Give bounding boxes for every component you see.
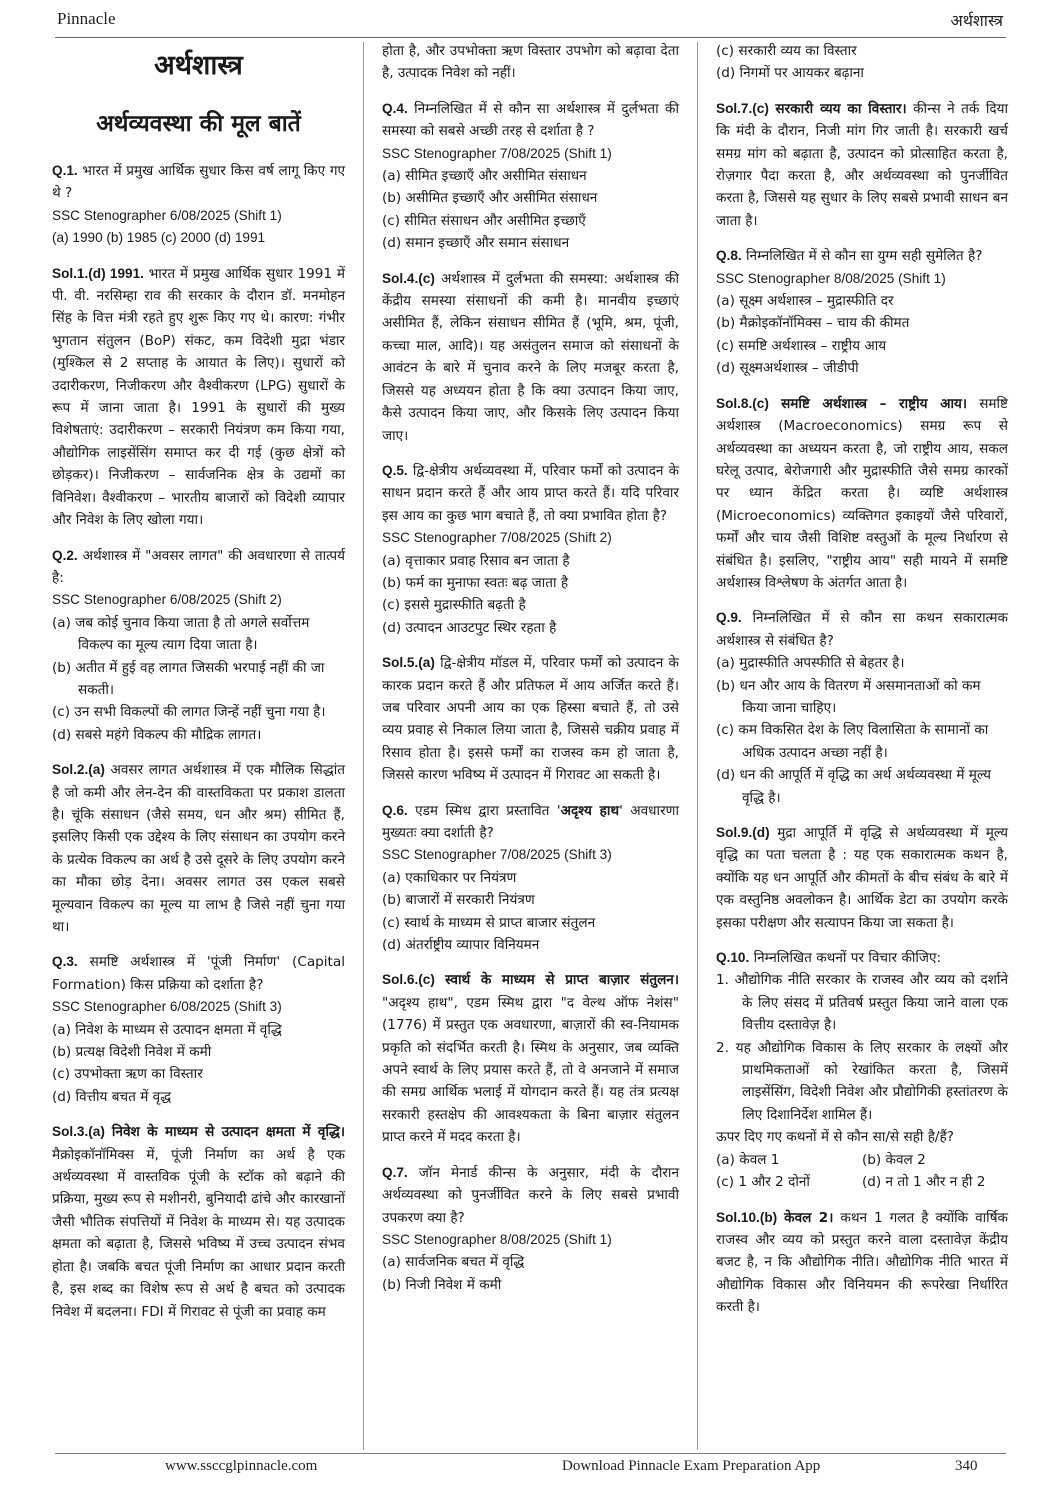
question-text: निम्नलिखित में से कौन सा कथन सकारात्मक अर्थशास्त्र से संबंधित है? bbox=[716, 610, 1008, 649]
solution-text: अवसर लागत अर्थशास्त्र में एक मौलिक सिद्धांत है जो कमी और लेन-देन की वास्तविकता पर प्रकाश डालता है। चूंकि संसाधन (जैसे समय, धन और श्रम) सीमित हैं, इसलिए किसी एक उद्देश्य के लिए संसाधन का उपयोग करने के प्रत्येक विकल्प का अर्थ है उसे दूसरे के लिए उपयोग करने का मौका छोड़ देना। अवसर लागत उस एकल सबसे मूल्यवान विकल्प का मूल्य या लाभ है जिसे नहीं चुना गया था। bbox=[52, 762, 345, 935]
solution-7 bbox=[716, 98, 1008, 232]
solution-3 bbox=[52, 1121, 345, 1323]
solution-label: Sol.6.(c) bbox=[382, 972, 435, 988]
question-7-continued bbox=[716, 40, 1008, 85]
column-divider bbox=[363, 42, 364, 1450]
solution-10 bbox=[716, 1207, 1008, 1319]
solution-text: कथन 1 गलत है क्योंकि वार्षिक राजस्व और व्यय को प्रस्तुत करने वाला दस्तावेज़ केंद्रीय बजट है, न कि औद्योगिक नीति। औद्योगिक नीति भारत में औद्योगिक विकास और विनियमन की रूपरेखा निर्धारित करती है। bbox=[716, 1209, 1008, 1316]
solution-text: समष्टि अर्थशास्त्र (Macroeconomics) समग्र रूप से अर्थव्यवस्था का अध्ययन करता है, जो राष्ट्रीय आय, सकल घरेलू उत्पाद, बेरोजगारी और मुद्रास्फीति जैसे समग्र कारकों पर ध्यान केंद्रित करता है। व्यष्टि अर्थशास्त्र (Microeconomics) व्यक्तिगत इकाइयों जैसे परिवारों, फर्मों और चाय जैसी विशिष्ट वस्तुओं के मूल्य निर्धारण से संबंधित है। इसलिए, "राष्ट्रीय आय" सही मायने में समष्टि अर्थशास्त्र विश्लेषण के अंतर्गत आता है। bbox=[716, 395, 1008, 591]
option-b: (b) धन और आय के वितरण में असमानताओं को कम किया जाना चाहिए। bbox=[716, 677, 981, 716]
solution-text: मुद्रा आपूर्ति में वृद्धि से अर्थव्यवस्था में मूल्य वृद्धि का पता चलता है : यह एक सकारात्मक कथन है, क्योंकि यह धन आपूर्ति और कीमतों के बीच संबंध के बारे में एक वस्तुनिष्ठ अवलोकन है। आर्थिक डेटा का उपयोग करके इसका परीक्षण और सत्यापन किया जा सकता है। bbox=[716, 825, 1008, 931]
question-number: Q.9. bbox=[716, 610, 742, 626]
question-4 bbox=[382, 98, 679, 255]
question-number: Q.4. bbox=[382, 100, 408, 116]
solution-answer: निवेश के माध्यम से उत्पादन क्षमता में वृद्धि। bbox=[111, 1124, 346, 1141]
question-text: ' अवधारणा मुख्यतः क्या दर्शाती है? bbox=[382, 802, 679, 841]
question-1 bbox=[52, 160, 345, 250]
option-a: (a) सीमित इच्छाएँ और असीमित संसाधन bbox=[382, 168, 587, 185]
solution-5 bbox=[382, 652, 679, 786]
option-d: (d) वित्तीय बचत में वृद्ध bbox=[52, 1088, 172, 1105]
question-keyword: अदृश्य हाथ bbox=[560, 802, 620, 819]
exam-source: SSC Stenographer 7/08/2025 (Shift 1) bbox=[382, 145, 612, 161]
solution-label: Sol.1.(d) 1991. bbox=[52, 265, 144, 281]
solution-text: मैक्रोइकॉनॉमिक्स में, पूंजी निर्माण का अर्थ है एक अर्थव्यवस्था में वास्तविक पूंजी के स्टॉक को बढ़ाने की प्रक्रिया, मुख्य रूप से मशीनरी, बुनियादी ढांचे और कारखानों जैसी भौतिक संपत्तियों में निवेश के माध्यम से। यह उत्पादक क्षमता को बढ़ाता है, जिससे भविष्य में उच्च उत्पादन संभव होता है। जबकि बचत पूंजी निर्माण का आधार प्रदान करती है, इस शब्द का विशेष रूप से अर्थ है बचत को उत्पादक निवेश में बदलना। FDI में गिरावट से पूंजी का प्रवाह कम bbox=[52, 1146, 345, 1320]
footer-divider bbox=[55, 1453, 1006, 1454]
question-text: द्वि-क्षेत्रीय अर्थव्यवस्था में, परिवार फर्मों को उत्पादन के साधन प्रदान करते हैं और आय प्राप्त करते हैं। यदि परिवार इस आय का कुछ भाग बचाते हैं, तो क्या प्रभावित होता है? bbox=[382, 462, 680, 524]
options-row-1 bbox=[716, 1149, 1008, 1171]
option-a: (a) वृत्ताकार प्रवाह रिसाव बन जाता है bbox=[382, 552, 570, 569]
solution-answer: स्वार्थ के माध्यम से प्राप्त बाज़ार संतुलन। bbox=[445, 972, 679, 989]
question-number: Q.8. bbox=[716, 248, 742, 264]
exam-source: SSC Stenographer 8/08/2025 (Shift 1) bbox=[716, 270, 946, 286]
column-divider bbox=[697, 42, 698, 1450]
option-b: (b) असीमित इच्छाएँ और असीमित संसाधन bbox=[382, 190, 598, 207]
solution-text: "अदृश्य हाथ", एडम स्मिथ द्वारा "द वेल्थ ऑफ नेशंस" (1776) में प्रस्तुत एक अवधारणा, बाज़ारों की स्व-नियामक प्रकृति को संदर्भित करती है। स्मिथ के अनुसार, जब व्यक्ति अपने स्वार्थ के लिए प्रयास करते हैं, तो वे अनजाने में समाज की समग्र आर्थिक भलाई में योगदान करते हैं। यह तंत्र प्रत्यक्ष सरकारी हस्तक्षेप की आवश्यकता के बिना बाज़ार संतुलन प्राप्त करने में मदद करता है। bbox=[382, 994, 679, 1146]
chapter-title: अर्थव्यवस्था की मूल बातें bbox=[96, 111, 301, 137]
question-text: एडम स्मिथ द्वारा प्रस्तावित ' bbox=[415, 802, 561, 819]
solution-text: कीन्स ने तर्क दिया कि मंदी के दौरान, निजी मांग गिर जाती है। सरकारी खर्च समग्र मांग को बढ़ाता है, उत्पादन को प्रोत्साहित करता है, रोज़गार पैदा करता है, और अर्थव्यवस्था को पुनर्जीवित करता है, जिससे यह सुधार के लिए सबसे प्रभावी साधन बन जाता है। bbox=[716, 100, 1008, 229]
option-b: (b) निजी निवेश में कमी bbox=[382, 1276, 502, 1293]
option-c: (c) समष्टि अर्थशास्त्र – राष्ट्रीय आय bbox=[716, 337, 887, 354]
page-title: अर्थशास्त्र bbox=[154, 50, 243, 81]
brand-name: Pinnacle bbox=[57, 9, 116, 28]
option-a: (a) एकाधिकार पर नियंत्रण bbox=[382, 869, 517, 886]
question-number: Q.3. bbox=[52, 954, 78, 970]
solution-answer: केवल 2। bbox=[784, 1209, 834, 1226]
option-c: (c) 1 और 2 दोनों bbox=[716, 1174, 810, 1191]
question-number: Q.1. bbox=[52, 163, 78, 178]
option-d: (d) निगमों पर आयकर बढ़ाना bbox=[716, 65, 864, 82]
question-text: समष्टि अर्थशास्त्र में 'पूंजी निर्माण' (Capital Formation) किस प्रक्रिया को दर्शाता है? bbox=[52, 954, 345, 993]
solution-3-continued: होता है, और उपभोक्ता ऋण विस्तार उपभोग को बढ़ावा देता है, उत्पादक निवेश को नहीं। bbox=[382, 43, 679, 82]
solution-label: Sol.9.(d) bbox=[716, 825, 770, 840]
question-7 bbox=[382, 1162, 679, 1296]
solution-6 bbox=[382, 969, 679, 1148]
option-b: (b) केवल 2 bbox=[862, 1151, 926, 1168]
option-a: (a) सूक्ष्म अर्थशास्त्र – मुद्रास्फीति दर bbox=[716, 293, 894, 310]
exam-source: SSC Stenographer 7/08/2025 (Shift 2) bbox=[382, 530, 612, 546]
question-10 bbox=[716, 947, 1008, 1193]
solution-answer: समष्टि अर्थशास्त्र – राष्ट्रीय आय। bbox=[781, 395, 968, 412]
solution-1 bbox=[52, 263, 345, 532]
question-2 bbox=[52, 545, 345, 747]
question-text: जॉन मेनार्ड कीन्स के अनुसार, मंदी के दौरान अर्थव्यवस्था को पुनर्जीवित करने के लिए सबसे प्रभावी उपकरण क्या है? bbox=[382, 1164, 680, 1226]
question-number: Q.10. bbox=[716, 950, 750, 966]
question-number: Q.5. bbox=[382, 462, 408, 478]
solution-answer: सरकारी व्यय का विस्तार। bbox=[775, 100, 907, 117]
option-b: (b) मैक्रोइकॉनॉमिक्स – चाय की कीमत bbox=[716, 315, 910, 332]
solution-label: Sol.3.(a) bbox=[52, 1124, 105, 1140]
question-text: भारत में प्रमुख आर्थिक सुधार किस वर्ष लागू किए गए थे ? bbox=[52, 163, 345, 202]
option-d: (d) सबसे महंगे विकल्प की मौद्रिक लागत। bbox=[52, 726, 262, 743]
option-a: (a) मुद्रास्फीति अपस्फीति से बेहतर है। bbox=[716, 655, 905, 672]
solution-label: Sol.5.(a) bbox=[382, 655, 435, 671]
solution-4 bbox=[382, 268, 679, 447]
statement-1: 1. औद्योगिक नीति सरकार के राजस्व और व्यय को दर्शाने के लिए संसद में प्रतिवर्ष प्रस्तुत किया जाने वाला एक वित्तीय दस्तावेज़ है। bbox=[716, 972, 1008, 1034]
question-8 bbox=[716, 245, 1008, 379]
page-number: 340 bbox=[955, 1458, 978, 1474]
solution-label: Sol.2.(a) bbox=[52, 762, 105, 778]
option-d: (d) उत्पादन आउटपुट स्थिर रहता है bbox=[382, 619, 557, 636]
column-3 bbox=[716, 40, 1008, 1332]
question-number: Q.6. bbox=[382, 802, 408, 818]
option-a: (a) केवल 1 bbox=[716, 1151, 780, 1168]
exam-source: SSC Stenographer 6/08/2025 (Shift 3) bbox=[52, 999, 282, 1015]
solution-9 bbox=[716, 822, 1008, 934]
option-c: (c) सीमित संसाधन और असीमित इच्छाएँ bbox=[382, 212, 586, 229]
solution-2 bbox=[52, 759, 345, 938]
option-a: (a) सार्वजनिक बचत में वृद्धि bbox=[382, 1254, 525, 1271]
option-c: (c) स्वार्थ के माध्यम से प्राप्त बाजार संतुलन bbox=[382, 914, 596, 931]
option-d: (d) सूक्ष्मअर्थशास्त्र – जीडीपी bbox=[716, 360, 859, 377]
solution-label: Sol.4.(c) bbox=[382, 270, 435, 286]
subject-label: अर्थशास्त्र bbox=[950, 11, 1003, 30]
question-6 bbox=[382, 800, 679, 957]
question-number: Q.2. bbox=[52, 547, 78, 563]
question-9 bbox=[716, 607, 1008, 809]
option-a: (a) जब कोई चुनाव किया जाता है तो अगले सर्वोत्तम विकल्प का मूल्य त्याग दिया जाता है। bbox=[52, 614, 310, 654]
options: (a) 1990 (b) 1985 (c) 2000 (d) 1991 bbox=[52, 230, 266, 246]
option-c: (c) इससे मुद्रास्फीति बढ़ती है bbox=[382, 597, 526, 614]
solution-text: द्वि-क्षेत्रीय मॉडल में, परिवार फर्मों को उत्पादन के कारक प्रदान करते हैं और प्रतिफल में आय अर्जित करते हैं। जब परिवार अपनी आय का एक हिस्सा बचाते हैं, तो उसे व्यय प्रवाह से निकाल लिया जाता है, जिससे चक्रीय प्रवाह में रिसाव होता है। इससे फर्मों का राजस्व कम हो जाता है, जिससे कारण भविष्य में उत्पादन में गिरावट आ सकती है। bbox=[382, 655, 679, 784]
column-2 bbox=[382, 40, 679, 1309]
website-link[interactable]: www.ssccglpinnacle.com bbox=[165, 1458, 318, 1474]
option-a: (a) निवेश के माध्यम से उत्पादन क्षमता में वृद्धि bbox=[52, 1021, 282, 1038]
option-d: (d) अंतर्राष्ट्रीय व्यापार विनियमन bbox=[382, 937, 540, 954]
question-prompt: ऊपर दिए गए कथनों में से कौन सा/से सही है/हैं? bbox=[716, 1129, 954, 1146]
solution-text: भारत में प्रमुख आर्थिक सुधार 1991 में पी. वी. नरसिम्हा राव की सरकार के दौरान डॉ. मनमोहन सिंह के वित्त मंत्री रहते हुए शुरू किए गए थे। कारण: गंभीर भुगतान संतुलन (BoP) संकट, कम विदेशी मुद्रा भंडार (मुश्किल से 2 सप्ताह के आयात के लिए)। सुधारों को उदारीकरण, निजीकरण और वैश्वीकरण (LPG) सुधारों के रूप में जाना जाता है। 1991 के सुधारों की मुख्य विशेषताएं: उदारीकरण – सरकारी नियंत्रण कम किया गया, औद्योगिक लाइसेंसिंग समाप्त कर दी गई (कुछ क्षेत्रों को छोड़कर)। निजीकरण – सार्वजनिक क्षेत्र के उद्यमों का विनिवेश। वैश्वीकरण – भारतीय बाजारों को विदेशी व्यापार और निवेश के लिए खोला गया। bbox=[52, 265, 345, 529]
option-d: (d) धन की आपूर्ति में वृद्धि का अर्थ अर्थव्यवस्था में मूल्य वृद्धि है। bbox=[716, 767, 992, 806]
option-c: (c) सरकारी व्यय का विस्तार bbox=[716, 43, 857, 59]
solution-text: अर्थशास्त्र में दुर्लभता की समस्या: अर्थशास्त्र की केंद्रीय समस्या संसाधनों की कमी है। मानवीय इच्छाएं असीमित हैं, लेकिन संसाधन सीमित हैं (भूमि, श्रम, पूंजी, कच्चा माल, आदि)। यह असंतुलन समाज को संसाधनों के आवंटन के बारे में चुनाव करने के लिए मजबूर करता है, जिससे यह अध्ययन होता है कि क्या उत्पादन किया जाए, कैसे उत्पादन किया जाए, और किसके लिए उत्पादन किया जाए। bbox=[382, 270, 679, 444]
question-text: अर्थशास्त्र में "अवसर लागत" की अवधारणा से तात्पर्य है: bbox=[52, 547, 345, 586]
option-c: (c) उपभोक्ता ऋण का विस्तार bbox=[52, 1066, 203, 1083]
solution-8 bbox=[716, 393, 1008, 595]
question-3 bbox=[52, 951, 345, 1108]
solution-label: Sol.8.(c) bbox=[716, 395, 769, 411]
app-promo: Download Pinnacle Exam Preparation App bbox=[562, 1458, 821, 1474]
options-row-2 bbox=[716, 1171, 1008, 1193]
statement-2: 2. यह औद्योगिक विकास के लिए सरकार के लक्ष्यों और प्राथमिकताओं को रेखांकित करता है, जिसमें लाइसेंसिंग, विदेशी निवेश और प्रौद्योगिकी हस्तांतरण के लिए दिशानिर्देश शामिल हैं। bbox=[716, 1039, 1008, 1123]
header-divider bbox=[55, 37, 1006, 38]
question-text: निम्नलिखित कथनों पर विचार कीजिए: bbox=[753, 950, 942, 967]
option-b: (b) बाजारों में सरकारी नियंत्रण bbox=[382, 892, 535, 909]
option-c: (c) कम विकसित देश के लिए विलासिता के सामानों का अधिक उत्पादन अच्छा नहीं है। bbox=[716, 722, 989, 761]
option-c: (c) उन सभी विकल्पों की लागत जिन्हें नहीं चुना गया है। bbox=[52, 704, 326, 721]
option-b: (b) अतीत में हुई वह लागत जिसकी भरपाई नहीं की जा सकती। bbox=[52, 659, 325, 698]
question-text: निम्नलिखित में से कौन सा अर्थशास्त्र में दुर्लभता की समस्या को सबसे अच्छी तरह से दर्शाता है ? bbox=[382, 100, 679, 140]
solution-label: Sol.10.(b) bbox=[716, 1209, 778, 1225]
exam-source: SSC Stenographer 6/08/2025 (Shift 2) bbox=[52, 592, 282, 608]
question-5 bbox=[382, 460, 679, 639]
column-1 bbox=[52, 40, 345, 1336]
exam-source: SSC Stenographer 6/08/2025 (Shift 1) bbox=[52, 207, 282, 223]
option-b: (b) प्रत्यक्ष विदेशी निवेश में कमी bbox=[52, 1044, 212, 1061]
exam-source: SSC Stenographer 8/08/2025 (Shift 1) bbox=[382, 1231, 612, 1247]
question-text: निम्नलिखित में से कौन सा युग्म सही सुमेलित है? bbox=[746, 248, 983, 265]
question-number: Q.7. bbox=[382, 1164, 408, 1180]
option-d: (d) न तो 1 और न ही 2 bbox=[862, 1174, 986, 1191]
exam-source: SSC Stenographer 7/08/2025 (Shift 3) bbox=[382, 847, 612, 863]
option-b: (b) फर्म का मुनाफा स्वतः बढ़ जाता है bbox=[382, 574, 569, 591]
solution-label: Sol.7.(c) bbox=[716, 100, 769, 116]
option-d: (d) समान इच्छाएँ और समान संसाधन bbox=[382, 235, 570, 252]
